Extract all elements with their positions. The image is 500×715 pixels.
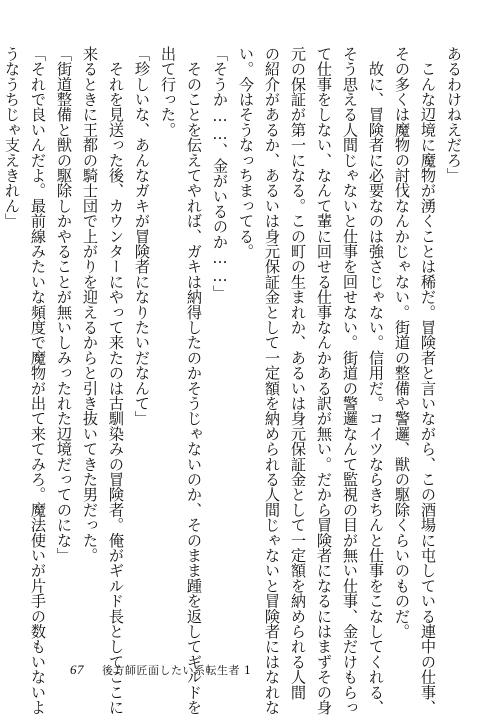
text-column-2: こんな辺境に魔物が湧くことは稀だ。冒険者と言いながら、この酒場に屯している連中の仕事、 (419, 46, 437, 715)
text-column-11: そのことを伝えてやれば、ガキは納得したのかそうじゃないのか、そのまま踵を返してギルドを (185, 46, 203, 715)
text-column-5: そう思える人間じゃないと仕事を回せない。街道の警邏なんて監視の目が無い仕事、金だけもらっ (341, 46, 359, 715)
text-column-14: それを見送った後、カウンターにやって来たのは古馴染みの冒険者。俺がギルド長としてここに (107, 46, 125, 715)
text-column-7: 元の保証が第一になる。この町の生まれか、あるいは身元保証金として一定額を納められる人間 (289, 46, 307, 700)
text-column-12: 出て行った。 (159, 46, 177, 138)
text-column-1: あるわけねえだろ」 (445, 46, 463, 183)
text-column-16: 「街道整備と獣の駆除しかやることが無いしみったれた辺境だってのにな」 (55, 46, 73, 563)
text-column-4: 故に、冒険者に必要なのは強さじゃない。信用だ。コイツならきちんと仕事をこなしてくれる、 (367, 46, 385, 715)
text-column-3: その多くは魔物の討伐なんかじゃない。街道の整備や警邏、獣の駆除くらいのものだ。 (393, 46, 411, 639)
text-column-8: の紹介があるか、あるいは身元保証金として一定額を納められる人間じゃないと冒険者にはなれな (263, 46, 281, 715)
book-title: 後方師匠面したい系転生者 1 (102, 664, 252, 677)
text-column-17: 「それで良いんだよ。最前線みたいな頻度で魔物が出て来てみろ。魔法使いが片手の数もいないよ (29, 46, 47, 715)
text-column-15: 来るときに王都の騎士団で上がりを迎えるからと引き抜いてきた男だった。 (81, 46, 99, 563)
text-column-13: 「珍しいな、あんなガキが冒険者になりたいだなんて」 (133, 46, 151, 426)
text-column-9: い。今はそうなっちまってる。 (237, 46, 255, 259)
page-number: 67 (70, 662, 84, 677)
text-column-6: て仕事をしない、なんて輩に回せる仕事なんかある訳が無い。だから冒険者になるにはまずその身 (315, 46, 333, 715)
text-column-10: 「そうか……、金がいるのか……」 (211, 46, 229, 301)
page-footer (70, 662, 252, 678)
text-column-18: うなうちじゃ支えきれん」 (3, 46, 21, 229)
